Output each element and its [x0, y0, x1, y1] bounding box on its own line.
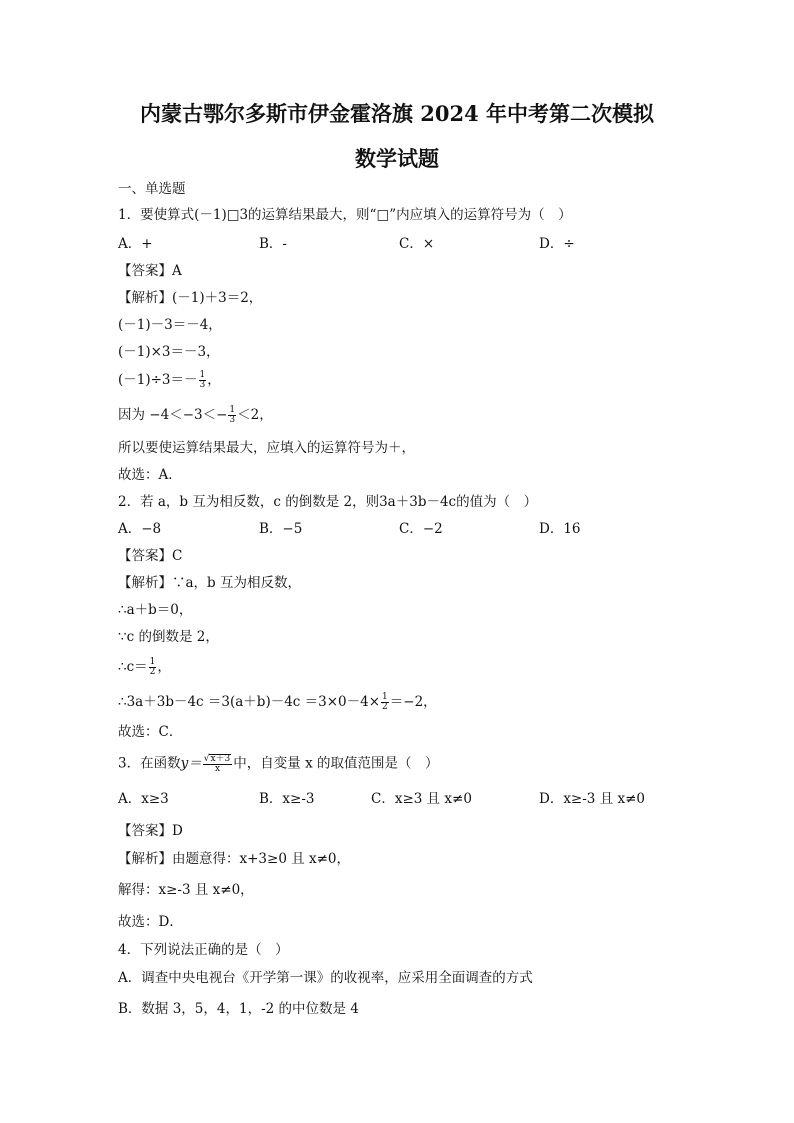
fraction-numerator: 1 — [229, 405, 236, 415]
q3-analysis-3: 故选：D． — [118, 914, 183, 930]
q2-option-c: C．−2 — [399, 521, 443, 537]
q3-option-a: A．x≥3 — [118, 791, 169, 807]
q1-option-b: B．- — [259, 236, 287, 252]
q1-option-d: D．÷ — [539, 236, 575, 252]
q1-analysis-6: 所以要使运算结果最大，应填入的运算符号为＋， — [118, 440, 415, 456]
q1-analysis-5 — [118, 406, 273, 425]
q2-option-a: A．−8 — [118, 521, 162, 537]
q2-option-b: B．−5 — [259, 521, 303, 537]
analysis-tail: ， — [207, 372, 221, 388]
q1-option-a: A．+ — [118, 236, 153, 252]
q3-option-b: B．x≥-3 — [259, 791, 315, 807]
q3-option-d: D．x≥-3 且 x≠0 — [539, 791, 645, 807]
q4-option-b: B．数据 3，5，4，1，-2 的中位数是 4 — [118, 1001, 359, 1017]
fraction-denominator: 3 — [199, 380, 206, 390]
q4-stem: 4．下列说法正确的是（ ） — [118, 942, 289, 958]
q2-stem: 2．若 a，b 互为相反数，c 的倒数是 2，则3a＋3b－4c的值为（ ） — [118, 494, 538, 510]
analysis-text: (－1)÷3＝－ — [118, 372, 198, 388]
q2-answer: 【答案】C — [118, 548, 183, 564]
q1-analysis-7: 故选：A． — [118, 467, 182, 483]
q2-analysis-3: ∵c 的倒数是 2， — [118, 629, 219, 645]
analysis-label: 【解析】 — [118, 290, 172, 306]
fraction — [199, 371, 207, 390]
fraction-denominator: x — [214, 764, 221, 774]
analysis-text: ∴c＝ — [118, 659, 148, 675]
q4-option-a: A．调查中央电视台《开学第一课》的收视率，应采用全面调查的方式 — [118, 970, 533, 986]
fraction-numerator: √x＋3 — [203, 754, 231, 764]
document-title: 内蒙古鄂尔多斯市伊金霍洛旗 2024 年中考第二次模拟 — [139, 101, 655, 126]
q1-analysis-4 — [118, 371, 221, 390]
fraction-denominator: 3 — [229, 415, 236, 425]
analysis-tail: ＝−2， — [389, 694, 437, 710]
q3-analysis-2: 解得：x≥-3 且 x≠0， — [118, 882, 254, 898]
document-subtitle: 数学试题 — [355, 146, 439, 171]
q2-analysis-4 — [118, 658, 171, 677]
q1-stem: 1．要使算式(－1)□3的运算结果最大，则“□”内应填入的运算符号为（ ） — [118, 207, 572, 223]
fraction-denominator: 2 — [149, 667, 156, 677]
q3-stem-tail: 中，自变量 x 的取值范围是（ ） — [233, 755, 439, 772]
fraction — [203, 754, 233, 774]
q1-analysis-1 — [118, 289, 262, 307]
analysis-text: ∴3a＋3b－4c ＝3(a＋b)－4c ＝3×0－4× — [118, 694, 381, 710]
q1-analysis-2: (－1)－3＝－4， — [118, 317, 222, 333]
q3-stem — [118, 754, 439, 774]
q3-answer: 【答案】D — [118, 823, 183, 839]
q3-stem-lead: 3．在函数 — [118, 755, 181, 772]
analysis-tail: ＜2， — [237, 407, 273, 423]
q2-analysis-1: 【解析】∵a，b 互为相反数， — [118, 575, 301, 591]
fraction-numerator: 1 — [199, 370, 206, 380]
fraction-denominator: 2 — [382, 702, 388, 712]
fraction — [228, 406, 236, 425]
fraction-numerator: 1 — [149, 657, 156, 667]
section-heading: 一、单选题 — [118, 181, 186, 197]
function-lhs: y＝ — [180, 755, 202, 772]
q1-analysis-3: (－1)×3＝－3， — [118, 344, 220, 360]
q2-analysis-5 — [118, 693, 437, 712]
q2-analysis-6: 故选：C． — [118, 724, 183, 740]
fraction — [381, 693, 389, 712]
fraction-numerator: 1 — [382, 692, 388, 702]
q3-analysis-1: 【解析】由题意得：x+3≥0 且 x≠0， — [118, 851, 351, 867]
q1-answer: 【答案】A — [118, 263, 182, 279]
radicand: x＋3 — [210, 754, 231, 764]
q3-option-c: C．x≥3 且 x≠0 — [371, 791, 472, 807]
analysis-tail: ， — [157, 659, 171, 675]
fraction — [149, 658, 157, 677]
analysis-text: 因为 −4＜−3＜− — [118, 407, 228, 423]
q2-analysis-2: ∴a＋b＝0， — [118, 602, 193, 618]
q1-option-c: C．× — [399, 236, 435, 252]
q2-option-d: D．16 — [539, 521, 581, 537]
analysis-text: (－1)＋3＝2， — [172, 290, 263, 306]
